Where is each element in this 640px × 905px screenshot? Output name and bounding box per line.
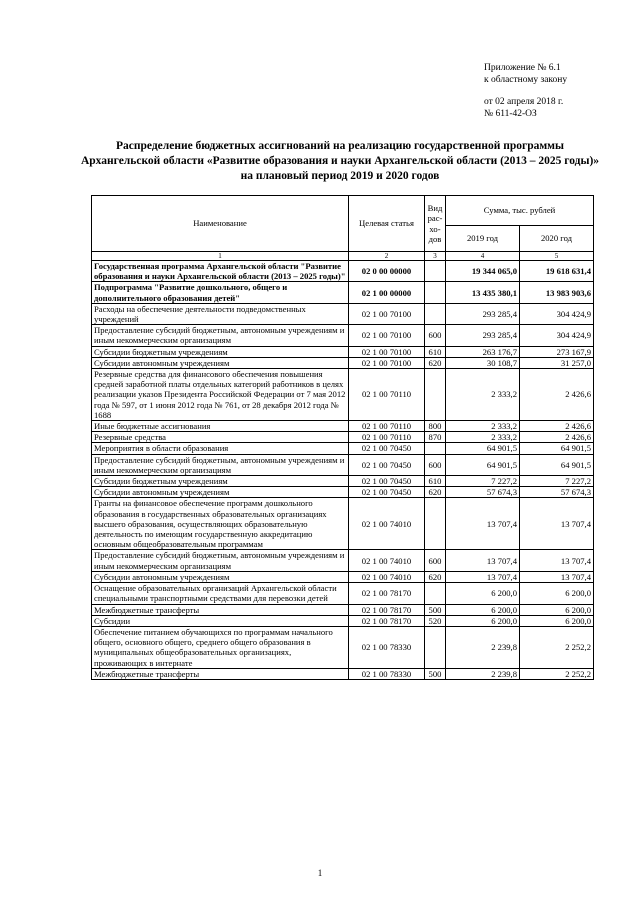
table-row <box>92 261 594 282</box>
row-name: Предоставление субсидий бюджетным, автономным учреждениям и иным некоммерческим организациям <box>92 550 349 571</box>
table-row <box>92 357 594 368</box>
row-amount-2019: 13 707,4 <box>446 571 520 582</box>
row-expense-type: 620 <box>425 487 446 498</box>
row-target-code: 02 1 00 70100 <box>349 357 425 368</box>
table-body <box>92 261 594 680</box>
row-target-code: 02 1 00 78170 <box>349 604 425 615</box>
row-amount-2019: 293 285,4 <box>446 325 520 346</box>
row-expense-type: 500 <box>425 668 446 679</box>
row-amount-2019: 2 239,8 <box>446 626 520 668</box>
row-name: Гранты на финансовое обеспечение программ дошкольного образования в государственных образовательных организациях высшего образования, осуществляющих образовательную деятельность по имеющим государственную аккредитацию основным общеобразовательным программам <box>92 498 349 550</box>
row-amount-2020: 64 901,5 <box>520 454 594 475</box>
row-amount-2019: 2 333,2 <box>446 432 520 443</box>
row-target-code: 02 1 00 78170 <box>349 615 425 626</box>
table-row <box>92 550 594 571</box>
row-name: Межбюджетные трансферты <box>92 604 349 615</box>
table-row <box>92 303 594 324</box>
date-label: от 02 апреля 2018 г. <box>484 97 564 107</box>
row-expense-type: 610 <box>425 476 446 487</box>
row-amount-2020: 2 426,6 <box>520 421 594 432</box>
row-expense-type: 800 <box>425 421 446 432</box>
row-expense-type: 870 <box>425 432 446 443</box>
header-name: Наименование <box>92 196 349 252</box>
row-target-code: 02 1 00 78170 <box>349 583 425 604</box>
header-sum: Сумма, тыс. рублей <box>446 196 594 226</box>
row-amount-2020: 2 426,6 <box>520 432 594 443</box>
table-row <box>92 454 594 475</box>
row-expense-type <box>425 303 446 324</box>
header-code: Целевая статья <box>349 196 425 252</box>
header-2020: 2020 год <box>520 226 594 252</box>
row-amount-2020: 2 426,6 <box>520 369 594 421</box>
row-target-code: 02 1 00 70100 <box>349 303 425 324</box>
table-row <box>92 487 594 498</box>
table-row <box>92 583 594 604</box>
document-title: Распределение бюджетных ассигнований на реализацию государственной программы Архангельской области «Развитие образования и науки Архангельской области (2013 – 2025 годы)» на плановый период 2019 и 2020 годов <box>80 140 600 182</box>
row-name: Оснащение образовательных организаций Архангельской области специальными транспортными средствами для перевозки детей <box>92 583 349 604</box>
row-name: Предоставление субсидий бюджетным, автономным учреждениям и иным некоммерческим организациям <box>92 454 349 475</box>
row-amount-2019: 13 435 380,1 <box>446 282 520 303</box>
row-expense-type: 620 <box>425 357 446 368</box>
row-amount-2019: 2 333,2 <box>446 369 520 421</box>
row-amount-2019: 2 333,2 <box>446 421 520 432</box>
row-name: Субсидии автономным учреждениям <box>92 571 349 582</box>
row-amount-2020: 19 618 631,4 <box>520 261 594 282</box>
row-amount-2020: 273 167,9 <box>520 346 594 357</box>
table-row <box>92 615 594 626</box>
page-number: 1 <box>317 868 323 878</box>
row-name: Мероприятия в области образования <box>92 443 349 454</box>
row-name: Субсидии <box>92 615 349 626</box>
row-amount-2019: 263 176,7 <box>446 346 520 357</box>
row-expense-type: 500 <box>425 604 446 615</box>
table-row <box>92 571 594 582</box>
row-target-code: 02 0 00 00000 <box>349 261 425 282</box>
table-row <box>92 626 594 668</box>
row-name: Обеспечение питанием обучающихся по программам начального общего, основного общего, среднего общего образования в муниципальных общеобразовательных организациях, проживающих в интернате <box>92 626 349 668</box>
row-target-code: 02 1 00 74010 <box>349 550 425 571</box>
row-amount-2019: 57 674,3 <box>446 487 520 498</box>
header-2019: 2019 год <box>446 226 520 252</box>
row-amount-2019: 6 200,0 <box>446 615 520 626</box>
table-row <box>92 432 594 443</box>
row-amount-2020: 2 252,2 <box>520 626 594 668</box>
row-expense-type <box>425 282 446 303</box>
row-name: Субсидии автономным учреждениям <box>92 487 349 498</box>
row-amount-2020: 304 424,9 <box>520 303 594 324</box>
row-amount-2020: 13 707,4 <box>520 550 594 571</box>
row-target-code: 02 1 00 70100 <box>349 325 425 346</box>
row-amount-2019: 7 227,2 <box>446 476 520 487</box>
row-amount-2020: 31 257,0 <box>520 357 594 368</box>
table-row <box>92 668 594 679</box>
row-amount-2019: 64 901,5 <box>446 454 520 475</box>
row-expense-type: 520 <box>425 615 446 626</box>
row-name: Субсидии бюджетным учреждениям <box>92 476 349 487</box>
row-target-code: 02 1 00 74010 <box>349 571 425 582</box>
row-amount-2020: 6 200,0 <box>520 604 594 615</box>
table-row <box>92 421 594 432</box>
row-target-code: 02 1 00 70450 <box>349 454 425 475</box>
row-amount-2020: 13 983 903,6 <box>520 282 594 303</box>
appendix-note <box>484 62 567 120</box>
row-amount-2020: 304 424,9 <box>520 325 594 346</box>
row-amount-2020: 7 227,2 <box>520 476 594 487</box>
law-number-label: № 611-42-ОЗ <box>484 109 537 119</box>
table-row <box>92 282 594 303</box>
table-row <box>92 604 594 615</box>
table-row <box>92 498 594 550</box>
row-expense-type: 600 <box>425 325 446 346</box>
row-target-code: 02 1 00 70110 <box>349 421 425 432</box>
col-number: 5 <box>520 252 594 261</box>
row-expense-type <box>425 626 446 668</box>
row-amount-2019: 30 108,7 <box>446 357 520 368</box>
row-name: Резервные средства <box>92 432 349 443</box>
row-expense-type: 620 <box>425 571 446 582</box>
row-name: Резервные средства для финансового обеспечения повышения средней заработной платы отдельных категорий работников в целях реализации указов Президента Российской Федерации от 7 мая 2012 года № 597, от 1 июня 2012 года № 761, от 28 декабря 2012 года № 1688 <box>92 369 349 421</box>
row-name: Подпрограмма "Развитие дошкольного, общего и дополнительного образования детей" <box>92 282 349 303</box>
row-name: Предоставление субсидий бюджетным, автономным учреждениям и иным некоммерческим организациям <box>92 325 349 346</box>
row-amount-2019: 6 200,0 <box>446 583 520 604</box>
row-target-code: 02 1 00 70450 <box>349 443 425 454</box>
table-row <box>92 346 594 357</box>
col-number: 4 <box>446 252 520 261</box>
row-amount-2019: 6 200,0 <box>446 604 520 615</box>
row-amount-2020: 2 252,2 <box>520 668 594 679</box>
header-type: Вид рас-хо-дов <box>425 196 446 252</box>
row-amount-2019: 19 344 065,0 <box>446 261 520 282</box>
col-number: 3 <box>425 252 446 261</box>
row-target-code: 02 1 00 74010 <box>349 498 425 550</box>
row-amount-2019: 13 707,4 <box>446 498 520 550</box>
budget-table <box>91 195 594 680</box>
row-name: Иные бюджетные ассигнования <box>92 421 349 432</box>
row-expense-type <box>425 369 446 421</box>
row-amount-2019: 13 707,4 <box>446 550 520 571</box>
table-row <box>92 443 594 454</box>
row-target-code: 02 1 00 70110 <box>349 369 425 421</box>
row-target-code: 02 1 00 70110 <box>349 432 425 443</box>
col-number: 2 <box>349 252 425 261</box>
table-row <box>92 476 594 487</box>
row-expense-type <box>425 583 446 604</box>
row-expense-type: 600 <box>425 550 446 571</box>
row-expense-type <box>425 443 446 454</box>
table-row <box>92 325 594 346</box>
row-name: Государственная программа Архангельской области "Развитие образования и науки Архангельской области (2013 – 2025 годы)" <box>92 261 349 282</box>
law-label: к областному закону <box>484 75 568 85</box>
row-amount-2020: 6 200,0 <box>520 583 594 604</box>
row-expense-type <box>425 498 446 550</box>
row-target-code: 02 1 00 78330 <box>349 626 425 668</box>
row-amount-2020: 13 707,4 <box>520 498 594 550</box>
row-amount-2020: 13 707,4 <box>520 571 594 582</box>
row-name: Расходы на обеспечение деятельности подведомственных учреждений <box>92 303 349 324</box>
row-amount-2019: 293 285,4 <box>446 303 520 324</box>
row-name: Субсидии бюджетным учреждениям <box>92 346 349 357</box>
row-name: Межбюджетные трансферты <box>92 668 349 679</box>
row-expense-type: 600 <box>425 454 446 475</box>
table-row <box>92 369 594 421</box>
appendix-label: Приложение № 6.1 <box>484 63 561 73</box>
row-target-code: 02 1 00 00000 <box>349 282 425 303</box>
row-target-code: 02 1 00 70100 <box>349 346 425 357</box>
row-amount-2020: 64 901,5 <box>520 443 594 454</box>
row-target-code: 02 1 00 78330 <box>349 668 425 679</box>
row-target-code: 02 1 00 70450 <box>349 476 425 487</box>
row-expense-type <box>425 261 446 282</box>
row-amount-2020: 6 200,0 <box>520 615 594 626</box>
row-target-code: 02 1 00 70450 <box>349 487 425 498</box>
row-name: Субсидии автономным учреждениям <box>92 357 349 368</box>
row-amount-2020: 57 674,3 <box>520 487 594 498</box>
row-amount-2019: 2 239,8 <box>446 668 520 679</box>
row-amount-2019: 64 901,5 <box>446 443 520 454</box>
col-number: 1 <box>92 252 349 261</box>
row-expense-type: 610 <box>425 346 446 357</box>
